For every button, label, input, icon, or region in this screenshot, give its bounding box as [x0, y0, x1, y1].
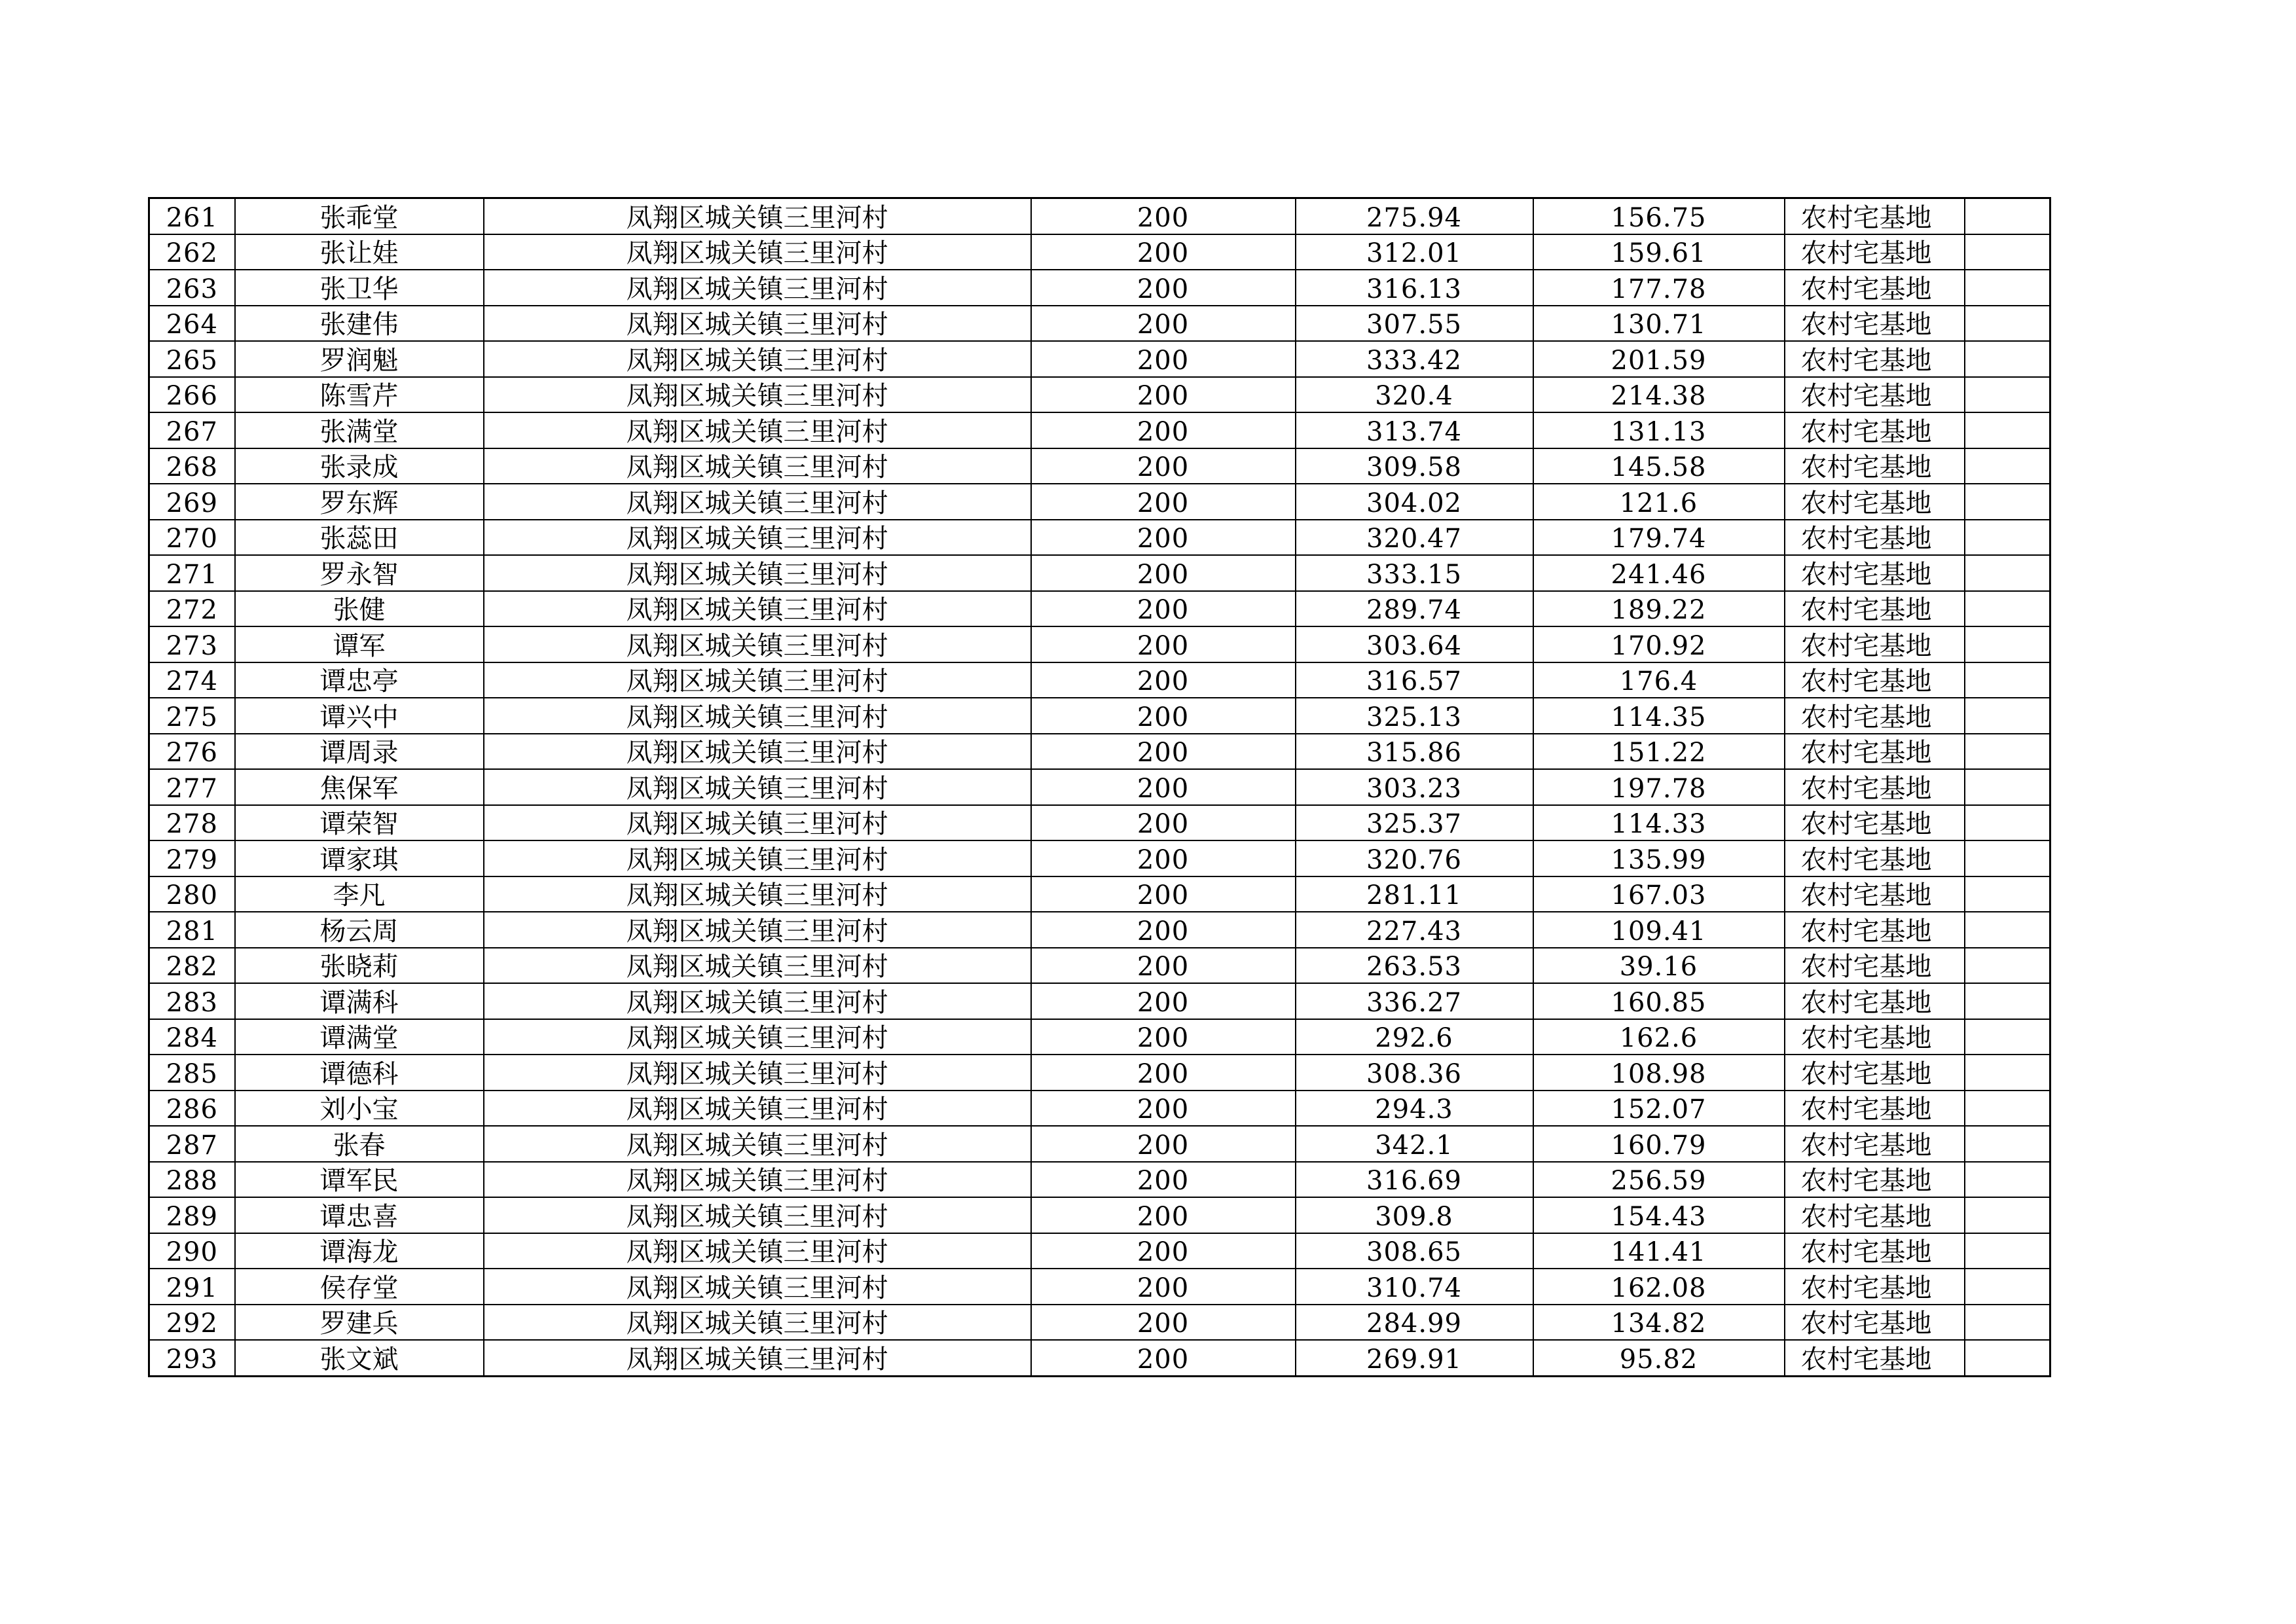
total-area-cell: 307.55	[1296, 306, 1533, 342]
row-number-cell: 282	[149, 948, 235, 984]
row-number-cell: 261	[149, 198, 235, 234]
address-cell: 凤翔区城关镇三里河村	[484, 234, 1031, 270]
standard-area-cell: 200	[1031, 1019, 1296, 1055]
total-area-cell: 320.47	[1296, 520, 1533, 556]
land-type-cell: 农村宅基地	[1785, 662, 1965, 698]
land-type-cell: 农村宅基地	[1785, 626, 1965, 662]
standard-area-cell: 200	[1031, 198, 1296, 234]
table-row	[149, 769, 2050, 805]
table-row	[149, 412, 2050, 448]
address-cell: 凤翔区城关镇三里河村	[484, 1162, 1031, 1198]
building-area-cell: 152.07	[1533, 1091, 1785, 1127]
table-row	[149, 1233, 2050, 1269]
owner-name-cell: 张满堂	[235, 412, 484, 448]
table-row	[149, 1091, 2050, 1127]
standard-area-cell: 200	[1031, 626, 1296, 662]
building-area-cell: 160.85	[1533, 983, 1785, 1019]
row-number-cell: 286	[149, 1091, 235, 1127]
table-row	[149, 1305, 2050, 1341]
owner-name-cell: 谭海龙	[235, 1233, 484, 1269]
address-cell: 凤翔区城关镇三里河村	[484, 1126, 1031, 1162]
building-area-cell: 214.38	[1533, 377, 1785, 413]
total-area-cell: 316.69	[1296, 1162, 1533, 1198]
standard-area-cell: 200	[1031, 876, 1296, 912]
total-area-cell: 308.65	[1296, 1233, 1533, 1269]
land-type-cell: 农村宅基地	[1785, 948, 1965, 984]
owner-name-cell: 张晓莉	[235, 948, 484, 984]
standard-area-cell: 200	[1031, 1340, 1296, 1376]
standard-area-cell: 200	[1031, 306, 1296, 342]
remarks-cell	[1965, 662, 2050, 698]
total-area-cell: 269.91	[1296, 1340, 1533, 1376]
row-number-cell: 292	[149, 1305, 235, 1341]
total-area-cell: 281.11	[1296, 876, 1533, 912]
remarks-cell	[1965, 484, 2050, 520]
total-area-cell: 316.13	[1296, 270, 1533, 306]
building-area-cell: 151.22	[1533, 734, 1785, 770]
land-type-cell: 农村宅基地	[1785, 876, 1965, 912]
table-row	[149, 698, 2050, 734]
owner-name-cell: 谭军	[235, 626, 484, 662]
table-row	[149, 805, 2050, 841]
owner-name-cell: 张卫华	[235, 270, 484, 306]
table-row	[149, 555, 2050, 591]
standard-area-cell: 200	[1031, 555, 1296, 591]
total-area-cell: 320.4	[1296, 377, 1533, 413]
standard-area-cell: 200	[1031, 377, 1296, 413]
total-area-cell: 284.99	[1296, 1305, 1533, 1341]
land-type-cell: 农村宅基地	[1785, 270, 1965, 306]
building-area-cell: 176.4	[1533, 662, 1785, 698]
remarks-cell	[1965, 948, 2050, 984]
remarks-cell	[1965, 1197, 2050, 1233]
remarks-cell	[1965, 983, 2050, 1019]
table-row	[149, 198, 2050, 234]
standard-area-cell: 200	[1031, 1162, 1296, 1198]
total-area-cell: 336.27	[1296, 983, 1533, 1019]
standard-area-cell: 200	[1031, 1126, 1296, 1162]
remarks-cell	[1965, 626, 2050, 662]
land-type-cell: 农村宅基地	[1785, 341, 1965, 377]
remarks-cell	[1965, 1126, 2050, 1162]
row-number-cell: 270	[149, 520, 235, 556]
owner-name-cell: 罗永智	[235, 555, 484, 591]
land-type-cell: 农村宅基地	[1785, 306, 1965, 342]
building-area-cell: 135.99	[1533, 840, 1785, 876]
remarks-cell	[1965, 412, 2050, 448]
total-area-cell: 304.02	[1296, 484, 1533, 520]
standard-area-cell: 200	[1031, 234, 1296, 270]
land-type-cell: 农村宅基地	[1785, 1091, 1965, 1127]
land-type-cell: 农村宅基地	[1785, 234, 1965, 270]
total-area-cell: 325.13	[1296, 698, 1533, 734]
standard-area-cell: 200	[1031, 341, 1296, 377]
remarks-cell	[1965, 1233, 2050, 1269]
row-number-cell: 271	[149, 555, 235, 591]
table-row	[149, 520, 2050, 556]
owner-name-cell: 张春	[235, 1126, 484, 1162]
total-area-cell: 303.23	[1296, 769, 1533, 805]
land-type-cell: 农村宅基地	[1785, 734, 1965, 770]
row-number-cell: 267	[149, 412, 235, 448]
owner-name-cell: 谭忠亭	[235, 662, 484, 698]
land-type-cell: 农村宅基地	[1785, 1233, 1965, 1269]
table-row	[149, 448, 2050, 484]
building-area-cell: 114.35	[1533, 698, 1785, 734]
total-area-cell: 320.76	[1296, 840, 1533, 876]
address-cell: 凤翔区城关镇三里河村	[484, 840, 1031, 876]
building-area-cell: 131.13	[1533, 412, 1785, 448]
total-area-cell: 227.43	[1296, 912, 1533, 948]
standard-area-cell: 200	[1031, 1233, 1296, 1269]
standard-area-cell: 200	[1031, 769, 1296, 805]
land-type-cell: 农村宅基地	[1785, 769, 1965, 805]
address-cell: 凤翔区城关镇三里河村	[484, 948, 1031, 984]
remarks-cell	[1965, 876, 2050, 912]
row-number-cell: 285	[149, 1055, 235, 1091]
total-area-cell: 312.01	[1296, 234, 1533, 270]
building-area-cell: 109.41	[1533, 912, 1785, 948]
land-type-cell: 农村宅基地	[1785, 448, 1965, 484]
table-row	[149, 377, 2050, 413]
row-number-cell: 274	[149, 662, 235, 698]
total-area-cell: 342.1	[1296, 1126, 1533, 1162]
address-cell: 凤翔区城关镇三里河村	[484, 876, 1031, 912]
table-row	[149, 234, 2050, 270]
table-row	[149, 626, 2050, 662]
table-row	[149, 591, 2050, 627]
owner-name-cell: 张健	[235, 591, 484, 627]
owner-name-cell: 张让娃	[235, 234, 484, 270]
address-cell: 凤翔区城关镇三里河村	[484, 412, 1031, 448]
building-area-cell: 241.46	[1533, 555, 1785, 591]
total-area-cell: 289.74	[1296, 591, 1533, 627]
land-type-cell: 农村宅基地	[1785, 698, 1965, 734]
table-row	[149, 270, 2050, 306]
row-number-cell: 281	[149, 912, 235, 948]
row-number-cell: 272	[149, 591, 235, 627]
total-area-cell: 292.6	[1296, 1019, 1533, 1055]
standard-area-cell: 200	[1031, 948, 1296, 984]
land-type-cell: 农村宅基地	[1785, 1269, 1965, 1305]
building-area-cell: 201.59	[1533, 341, 1785, 377]
building-area-cell: 39.16	[1533, 948, 1785, 984]
standard-area-cell: 200	[1031, 912, 1296, 948]
land-type-cell: 农村宅基地	[1785, 912, 1965, 948]
address-cell: 凤翔区城关镇三里河村	[484, 805, 1031, 841]
total-area-cell: 309.58	[1296, 448, 1533, 484]
building-area-cell: 162.08	[1533, 1269, 1785, 1305]
total-area-cell: 303.64	[1296, 626, 1533, 662]
land-type-cell: 农村宅基地	[1785, 1126, 1965, 1162]
remarks-cell	[1965, 591, 2050, 627]
owner-name-cell: 张蕊田	[235, 520, 484, 556]
address-cell: 凤翔区城关镇三里河村	[484, 662, 1031, 698]
row-number-cell: 290	[149, 1233, 235, 1269]
total-area-cell: 316.57	[1296, 662, 1533, 698]
standard-area-cell: 200	[1031, 1269, 1296, 1305]
address-cell: 凤翔区城关镇三里河村	[484, 591, 1031, 627]
row-number-cell: 262	[149, 234, 235, 270]
owner-name-cell: 杨云周	[235, 912, 484, 948]
address-cell: 凤翔区城关镇三里河村	[484, 1233, 1031, 1269]
owner-name-cell: 谭家琪	[235, 840, 484, 876]
building-area-cell: 134.82	[1533, 1305, 1785, 1341]
remarks-cell	[1965, 1055, 2050, 1091]
row-number-cell: 279	[149, 840, 235, 876]
total-area-cell: 275.94	[1296, 198, 1533, 234]
address-cell: 凤翔区城关镇三里河村	[484, 448, 1031, 484]
table-row	[149, 1269, 2050, 1305]
building-area-cell: 159.61	[1533, 234, 1785, 270]
owner-name-cell: 谭兴中	[235, 698, 484, 734]
remarks-cell	[1965, 306, 2050, 342]
table-row	[149, 1019, 2050, 1055]
owner-name-cell: 谭忠喜	[235, 1197, 484, 1233]
address-cell: 凤翔区城关镇三里河村	[484, 270, 1031, 306]
land-type-cell: 农村宅基地	[1785, 805, 1965, 841]
remarks-cell	[1965, 1340, 2050, 1376]
owner-name-cell: 张乖堂	[235, 198, 484, 234]
address-cell: 凤翔区城关镇三里河村	[484, 626, 1031, 662]
row-number-cell: 293	[149, 1340, 235, 1376]
row-number-cell: 277	[149, 769, 235, 805]
standard-area-cell: 200	[1031, 1091, 1296, 1127]
row-number-cell: 284	[149, 1019, 235, 1055]
remarks-cell	[1965, 698, 2050, 734]
table-row	[149, 1055, 2050, 1091]
row-number-cell: 266	[149, 377, 235, 413]
address-cell: 凤翔区城关镇三里河村	[484, 1055, 1031, 1091]
remarks-cell	[1965, 520, 2050, 556]
table-row	[149, 912, 2050, 948]
row-number-cell: 276	[149, 734, 235, 770]
address-cell: 凤翔区城关镇三里河村	[484, 1269, 1031, 1305]
owner-name-cell: 李凡	[235, 876, 484, 912]
remarks-cell	[1965, 555, 2050, 591]
standard-area-cell: 200	[1031, 591, 1296, 627]
owner-name-cell: 侯存堂	[235, 1269, 484, 1305]
standard-area-cell: 200	[1031, 270, 1296, 306]
address-cell: 凤翔区城关镇三里河村	[484, 555, 1031, 591]
table-row	[149, 948, 2050, 984]
owner-name-cell: 谭满科	[235, 983, 484, 1019]
land-type-cell: 农村宅基地	[1785, 1340, 1965, 1376]
row-number-cell: 263	[149, 270, 235, 306]
address-cell: 凤翔区城关镇三里河村	[484, 1340, 1031, 1376]
building-area-cell: 170.92	[1533, 626, 1785, 662]
table-row	[149, 1197, 2050, 1233]
land-type-cell: 农村宅基地	[1785, 1305, 1965, 1341]
total-area-cell: 325.37	[1296, 805, 1533, 841]
owner-name-cell: 罗建兵	[235, 1305, 484, 1341]
total-area-cell: 263.53	[1296, 948, 1533, 984]
land-type-cell: 农村宅基地	[1785, 412, 1965, 448]
land-type-cell: 农村宅基地	[1785, 198, 1965, 234]
row-number-cell: 288	[149, 1162, 235, 1198]
remarks-cell	[1965, 341, 2050, 377]
building-area-cell: 154.43	[1533, 1197, 1785, 1233]
building-area-cell: 114.33	[1533, 805, 1785, 841]
total-area-cell: 333.42	[1296, 341, 1533, 377]
address-cell: 凤翔区城关镇三里河村	[484, 341, 1031, 377]
remarks-cell	[1965, 377, 2050, 413]
land-type-cell: 农村宅基地	[1785, 555, 1965, 591]
land-type-cell: 农村宅基地	[1785, 591, 1965, 627]
building-area-cell: 141.41	[1533, 1233, 1785, 1269]
owner-name-cell: 谭周录	[235, 734, 484, 770]
land-type-cell: 农村宅基地	[1785, 1055, 1965, 1091]
standard-area-cell: 200	[1031, 1055, 1296, 1091]
building-area-cell: 167.03	[1533, 876, 1785, 912]
address-cell: 凤翔区城关镇三里河村	[484, 912, 1031, 948]
address-cell: 凤翔区城关镇三里河村	[484, 1091, 1031, 1127]
table-row	[149, 1126, 2050, 1162]
standard-area-cell: 200	[1031, 520, 1296, 556]
standard-area-cell: 200	[1031, 1197, 1296, 1233]
standard-area-cell: 200	[1031, 698, 1296, 734]
total-area-cell: 313.74	[1296, 412, 1533, 448]
address-cell: 凤翔区城关镇三里河村	[484, 769, 1031, 805]
building-area-cell: 160.79	[1533, 1126, 1785, 1162]
owner-name-cell: 陈雪芹	[235, 377, 484, 413]
address-cell: 凤翔区城关镇三里河村	[484, 306, 1031, 342]
address-cell: 凤翔区城关镇三里河村	[484, 698, 1031, 734]
row-number-cell: 275	[149, 698, 235, 734]
land-type-cell: 农村宅基地	[1785, 484, 1965, 520]
row-number-cell: 268	[149, 448, 235, 484]
table-row	[149, 983, 2050, 1019]
address-cell: 凤翔区城关镇三里河村	[484, 1305, 1031, 1341]
row-number-cell: 265	[149, 341, 235, 377]
address-cell: 凤翔区城关镇三里河村	[484, 377, 1031, 413]
owner-name-cell: 刘小宝	[235, 1091, 484, 1127]
owner-name-cell: 谭军民	[235, 1162, 484, 1198]
building-area-cell: 256.59	[1533, 1162, 1785, 1198]
remarks-cell	[1965, 805, 2050, 841]
standard-area-cell: 200	[1031, 1305, 1296, 1341]
table-row	[149, 876, 2050, 912]
remarks-cell	[1965, 1091, 2050, 1127]
standard-area-cell: 200	[1031, 805, 1296, 841]
land-type-cell: 农村宅基地	[1785, 1019, 1965, 1055]
total-area-cell: 310.74	[1296, 1269, 1533, 1305]
table-row	[149, 1340, 2050, 1376]
row-number-cell: 291	[149, 1269, 235, 1305]
remarks-cell	[1965, 840, 2050, 876]
row-number-cell: 278	[149, 805, 235, 841]
row-number-cell: 269	[149, 484, 235, 520]
owner-name-cell: 罗润魁	[235, 341, 484, 377]
building-area-cell: 121.6	[1533, 484, 1785, 520]
total-area-cell: 309.8	[1296, 1197, 1533, 1233]
total-area-cell: 333.15	[1296, 555, 1533, 591]
row-number-cell: 283	[149, 983, 235, 1019]
remarks-cell	[1965, 270, 2050, 306]
owner-name-cell: 张录成	[235, 448, 484, 484]
total-area-cell: 294.3	[1296, 1091, 1533, 1127]
table-row	[149, 662, 2050, 698]
remarks-cell	[1965, 1269, 2050, 1305]
table-row	[149, 341, 2050, 377]
standard-area-cell: 200	[1031, 662, 1296, 698]
owner-name-cell: 谭满堂	[235, 1019, 484, 1055]
remarks-cell	[1965, 234, 2050, 270]
land-type-cell: 农村宅基地	[1785, 1197, 1965, 1233]
address-cell: 凤翔区城关镇三里河村	[484, 734, 1031, 770]
remarks-cell	[1965, 448, 2050, 484]
address-cell: 凤翔区城关镇三里河村	[484, 1019, 1031, 1055]
land-registry-table	[148, 197, 2051, 1377]
owner-name-cell: 罗东辉	[235, 484, 484, 520]
standard-area-cell: 200	[1031, 734, 1296, 770]
row-number-cell: 289	[149, 1197, 235, 1233]
standard-area-cell: 200	[1031, 448, 1296, 484]
building-area-cell: 197.78	[1533, 769, 1785, 805]
table-row	[149, 734, 2050, 770]
building-area-cell: 130.71	[1533, 306, 1785, 342]
standard-area-cell: 200	[1031, 840, 1296, 876]
row-number-cell: 273	[149, 626, 235, 662]
remarks-cell	[1965, 1019, 2050, 1055]
table-body	[149, 198, 2050, 1377]
total-area-cell: 308.36	[1296, 1055, 1533, 1091]
land-type-cell: 农村宅基地	[1785, 377, 1965, 413]
owner-name-cell: 张文斌	[235, 1340, 484, 1376]
building-area-cell: 156.75	[1533, 198, 1785, 234]
land-type-cell: 农村宅基地	[1785, 520, 1965, 556]
row-number-cell: 287	[149, 1126, 235, 1162]
land-type-cell: 农村宅基地	[1785, 983, 1965, 1019]
row-number-cell: 280	[149, 876, 235, 912]
remarks-cell	[1965, 1162, 2050, 1198]
total-area-cell: 315.86	[1296, 734, 1533, 770]
table-row	[149, 1162, 2050, 1198]
table-row	[149, 840, 2050, 876]
address-cell: 凤翔区城关镇三里河村	[484, 484, 1031, 520]
building-area-cell: 177.78	[1533, 270, 1785, 306]
owner-name-cell: 焦保军	[235, 769, 484, 805]
row-number-cell: 264	[149, 306, 235, 342]
address-cell: 凤翔区城关镇三里河村	[484, 520, 1031, 556]
land-type-cell: 农村宅基地	[1785, 840, 1965, 876]
remarks-cell	[1965, 198, 2050, 234]
standard-area-cell: 200	[1031, 983, 1296, 1019]
building-area-cell: 95.82	[1533, 1340, 1785, 1376]
address-cell: 凤翔区城关镇三里河村	[484, 983, 1031, 1019]
land-type-cell: 农村宅基地	[1785, 1162, 1965, 1198]
building-area-cell: 162.6	[1533, 1019, 1785, 1055]
owner-name-cell: 张建伟	[235, 306, 484, 342]
building-area-cell: 179.74	[1533, 520, 1785, 556]
remarks-cell	[1965, 1305, 2050, 1341]
standard-area-cell: 200	[1031, 484, 1296, 520]
remarks-cell	[1965, 769, 2050, 805]
building-area-cell: 145.58	[1533, 448, 1785, 484]
remarks-cell	[1965, 912, 2050, 948]
building-area-cell: 108.98	[1533, 1055, 1785, 1091]
building-area-cell: 189.22	[1533, 591, 1785, 627]
remarks-cell	[1965, 734, 2050, 770]
standard-area-cell: 200	[1031, 412, 1296, 448]
address-cell: 凤翔区城关镇三里河村	[484, 1197, 1031, 1233]
table-row	[149, 484, 2050, 520]
owner-name-cell: 谭德科	[235, 1055, 484, 1091]
table-row	[149, 306, 2050, 342]
address-cell: 凤翔区城关镇三里河村	[484, 198, 1031, 234]
owner-name-cell: 谭荣智	[235, 805, 484, 841]
